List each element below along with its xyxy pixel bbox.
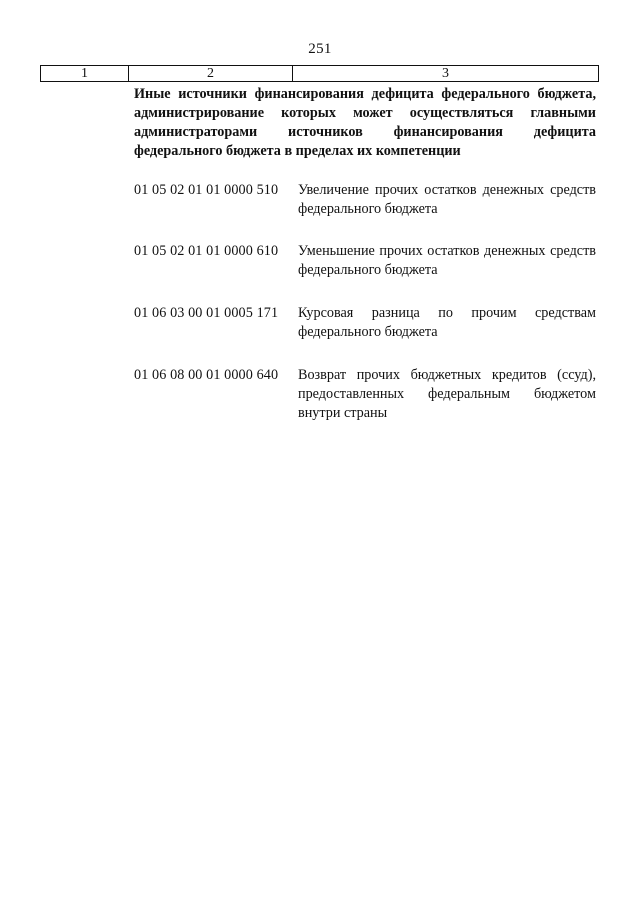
classification-code: 01 06 03 00 01 0005 171 — [134, 305, 279, 321]
section-heading: Иные источники финансирования дефицита федерального бюджета, администрирование которых может осуществляться главными администраторами источников финансирования дефицита федерального бюджета в пределах их компетенции — [134, 86, 596, 159]
column-3-header: 3 — [442, 66, 449, 81]
source-description: Уменьшение прочих остатков денежных средств федерального бюджета — [298, 243, 596, 278]
column-1-header: 1 — [41, 66, 129, 81]
source-description: Курсовая разница по прочим средствам федерального бюджета — [298, 305, 596, 340]
table-row — [134, 304, 596, 342]
source-description: Возврат прочих бюджетных кредитов (ссуд), предоставленных федеральным бюджетом внутри страны — [298, 367, 596, 421]
classification-code: 01 05 02 01 01 0000 610 — [134, 243, 279, 259]
source-description: Увеличение прочих остатков денежных средств федерального бюджета — [298, 182, 596, 217]
classification-code: 01 05 02 01 01 0000 510 — [134, 182, 279, 198]
table-header-row — [40, 65, 599, 82]
classification-code: 01 06 08 00 01 0000 640 — [134, 367, 279, 383]
column-2-header: 2 — [129, 66, 293, 81]
table-row — [134, 366, 596, 423]
table-row — [134, 242, 596, 280]
page-number: 251 — [308, 41, 332, 57]
table-row — [134, 181, 596, 219]
